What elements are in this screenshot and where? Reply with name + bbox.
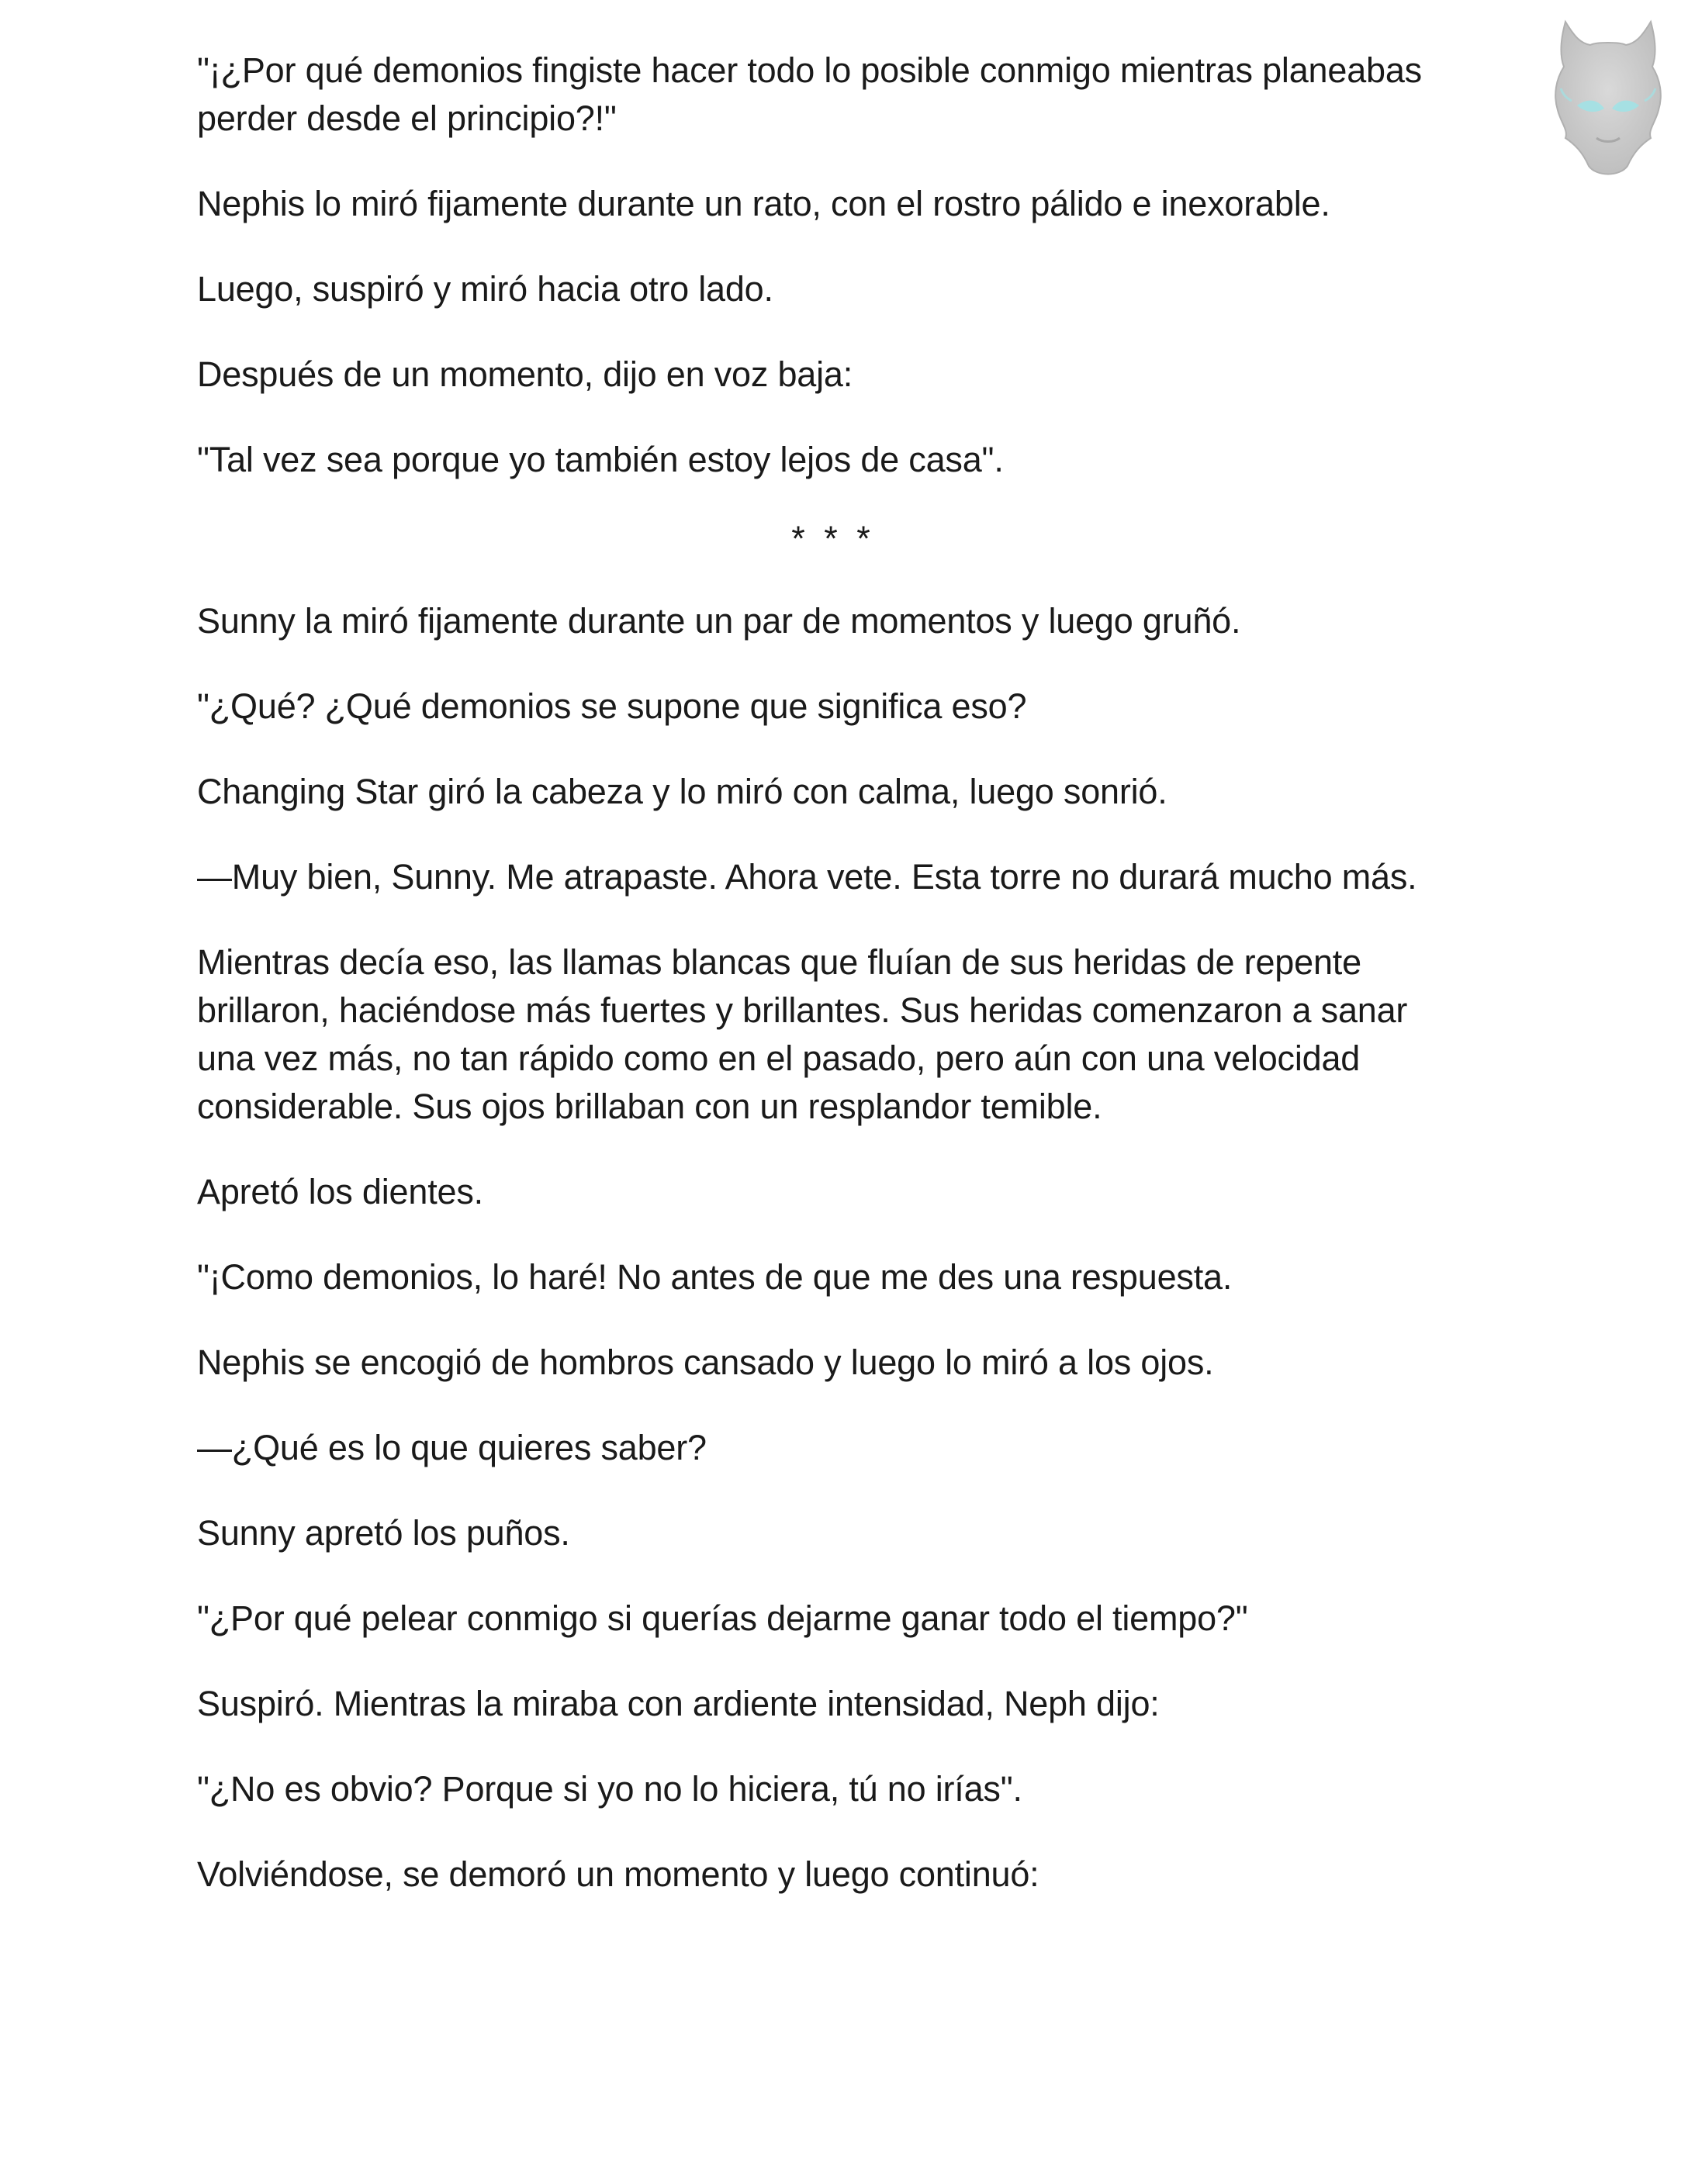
demon-head-icon [1534,14,1682,185]
paragraph: Sunny apretó los puños. [197,1513,570,1553]
paragraph: Nephis se encogió de hombros cansado y luego lo miró a los ojos. [197,1343,1214,1382]
paragraph: —¿Qué es lo que quieres saber? [197,1428,707,1467]
paragraph: —Muy bien, Sunny. Me atrapaste. Ahora vete. Esta torre no durará mucho más. [197,857,1417,897]
paragraph: Después de un momento, dijo en voz baja: [197,354,853,394]
paragraph: "¡¿Por qué demonios fingiste hacer todo lo posible conmigo mientras planeabas perder desde el principio?!" [197,50,1422,138]
document-body [197,47,1469,1936]
paragraph: Mientras decía eso, las llamas blancas que fluían de sus heridas de repente brillaron, haciéndose más fuertes y brillantes. Sus heridas comenzaron a sanar una vez más, no tan rápido como en el pasado, pero aún con una velocidad considerable. Sus ojos brillaban con un resplandor temible. [197,942,1408,1126]
paragraph: "¡Como demonios, lo haré! No antes de que me des una respuesta. [197,1257,1233,1297]
paragraph: "¿Por qué pelear conmigo si querías dejarme ganar todo el tiempo?" [197,1598,1248,1638]
paragraph: Volviéndose, se demoró un momento y luego continuó: [197,1854,1039,1894]
paragraph: Suspiró. Mientras la miraba con ardiente intensidad, Neph dijo: [197,1684,1160,1723]
paragraph: "Tal vez sea porque yo también estoy lejos de casa". [197,440,1004,479]
paragraph: "¿No es obvio? Porque si yo no lo hiciera, tú no irías". [197,1769,1022,1809]
paragraph: Apretó los dientes. [197,1172,483,1211]
paragraph: Luego, suspiró y miró hacia otro lado. [197,269,773,309]
scene-break: * * * [791,519,875,558]
paragraph: "¿Qué? ¿Qué demonios se supone que significa eso? [197,686,1027,726]
paragraph: Nephis lo miró fijamente durante un rato, con el rostro pálido e inexorable. [197,184,1330,223]
paragraph: Sunny la miró fijamente durante un par de momentos y luego gruñó. [197,601,1241,641]
paragraph: Changing Star giró la cabeza y lo miró con calma, luego sonrió. [197,772,1167,811]
